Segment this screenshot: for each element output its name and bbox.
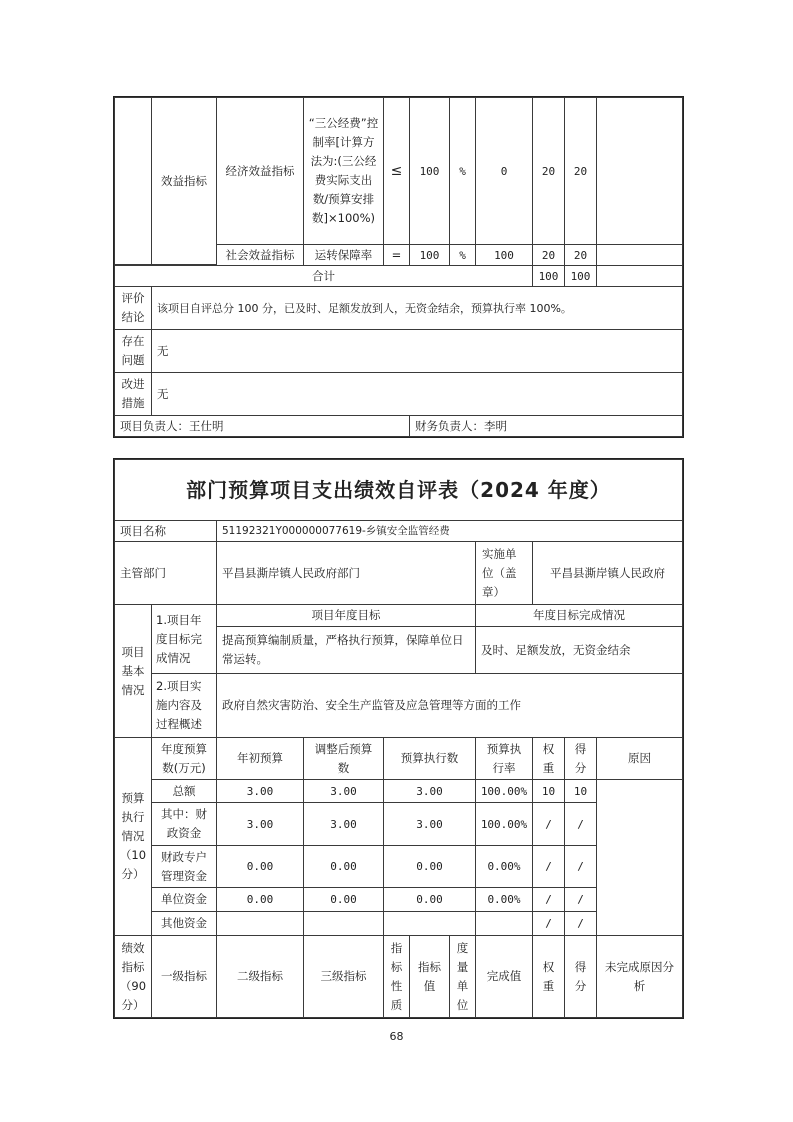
content-text: 政府自然灾害防治、安全生产监管及应急管理等方面的工作 [216,673,683,738]
budget-initial: 0.00 [216,845,304,888]
budget-initial: 3.00 [216,802,304,846]
goal-done-header: 年度目标完成情况 [475,604,683,627]
budget-header-item: 年度预算数(万元) [151,737,217,780]
budget-score: 10 [564,779,597,803]
improve-label: 改进措施 [114,372,152,416]
finance-lead: 财务负责人：李明 [409,415,683,437]
page-number: 68 [389,1030,404,1043]
indicator-score: 20 [564,97,597,245]
budget-rate: 0.00% [475,845,533,888]
budget-adjusted: 3.00 [303,779,384,803]
indicator-nature: = [383,244,410,266]
perf-section-label: 绩效指标（90分） [114,935,152,1018]
budget-weight: 10 [532,779,565,803]
budget-executed [383,911,476,936]
dept-value: 平昌县澌岸镇人民政府部门 [216,541,476,605]
impl-unit-value: 平昌县澌岸镇人民政府 [532,541,683,605]
indicator-target: 100 [409,244,450,266]
budget-item: 其他资金 [151,911,217,936]
budget-initial: 3.00 [216,779,304,803]
budget-header-score: 得分 [564,737,597,780]
goal-header: 项目年度目标 [216,604,476,627]
budget-rate: 100.00% [475,779,533,803]
budget-adjusted [303,911,384,936]
budget-adjusted: 0.00 [303,887,384,912]
indicator-unit: % [449,97,476,245]
budget-score: / [564,845,597,888]
budget-weight: / [532,887,565,912]
perf-header-score: 得分 [564,935,597,1018]
budget-rate: 100.00% [475,802,533,846]
perf-header-unit: 度量单位 [449,935,476,1018]
indicator-actual: 0 [475,97,533,245]
perf-header-value: 指标值 [409,935,450,1018]
budget-item: 财政专户管理资金 [151,845,217,888]
budget-item: 总额 [151,779,217,803]
budget-header-adjusted: 调整后预算数 [303,737,384,780]
budget-score: / [564,802,597,846]
tertiary-indicator: “三公经费”控制率[计算方法为:(三公经费实际支出数/预算安排数]×100%) [303,97,384,245]
budget-adjusted: 0.00 [303,845,384,888]
budget-weight: / [532,845,565,888]
budget-header-reason: 原因 [596,737,683,780]
impl-unit-label: 实施单位（盖章） [475,541,533,605]
budget-header-executed: 预算执行数 [383,737,476,780]
budget-initial [216,911,304,936]
budget-item: 单位资金 [151,887,217,912]
form-title: 部门预算项目支出绩效自评表（2024 年度） [114,459,683,521]
budget-initial: 0.00 [216,887,304,912]
goal-text: 提高预算编制质量，严格执行预算，保障单位日常运转。 [216,626,476,674]
tertiary-indicator: 运转保障率 [303,244,384,266]
benefit-label: 效益指标 [151,97,217,265]
budget-executed: 3.00 [383,802,476,846]
level1-empty-cell [114,97,152,265]
total-label: 合计 [114,265,533,287]
total-reason-empty [596,265,683,287]
budget-adjusted: 3.00 [303,802,384,846]
total-weight: 100 [532,265,565,287]
goal-done-text: 及时、足额发放，无资金结余 [475,626,683,674]
budget-score: / [564,887,597,912]
perf-header-level1: 一级指标 [151,935,217,1018]
budget-header-weight: 权重 [532,737,565,780]
perf-header-actual: 完成值 [475,935,533,1018]
project-name-value: 51192321Y000000077619-乡镇安全监管经费 [216,520,683,542]
perf-header-reason: 未完成原因分析 [596,935,683,1018]
basic-info-label: 项目基本情况 [114,604,152,738]
budget-section-label: 预算执行情况（10分） [114,737,152,936]
indicator-reason [596,244,683,266]
project-lead: 项目负责人：王仕明 [114,415,410,437]
total-score: 100 [564,265,597,287]
dept-label: 主管部门 [114,541,217,605]
conclusion-label: 评价结论 [114,286,152,330]
secondary-indicator: 社会效益指标 [216,244,304,266]
indicator-weight: 20 [532,97,565,245]
indicator-reason [596,97,683,245]
budget-executed: 3.00 [383,779,476,803]
indicator-target: 100 [409,97,450,245]
indicator-actual: 100 [475,244,533,266]
budget-weight: / [532,911,565,936]
perf-header-level3: 三级指标 [303,935,384,1018]
secondary-indicator: 经济效益指标 [216,97,304,245]
perf-header-level2: 二级指标 [216,935,304,1018]
budget-header-initial: 年初预算 [216,737,304,780]
issues-text: 无 [151,329,683,373]
budget-header-rate: 预算执行率 [475,737,533,780]
perf-header-nature: 指标性质 [383,935,410,1018]
indicator-unit: % [449,244,476,266]
budget-item: 其中：财政资金 [151,802,217,846]
perf-header-weight: 权重 [532,935,565,1018]
indicator-weight: 20 [532,244,565,266]
goal-label: 1.项目年度目标完成情况 [151,604,217,674]
conclusion-text: 该项目自评总分 100 分，已及时、足额发放到人，无资金结余，预算执行率 100%。 [151,286,683,330]
budget-rate [475,911,533,936]
indicator-score: 20 [564,244,597,266]
budget-score: / [564,911,597,936]
issues-label: 存在问题 [114,329,152,373]
budget-reason-cell [596,779,683,936]
improve-text: 无 [151,372,683,416]
indicator-nature: ≤ [383,97,410,245]
content-label: 2.项目实施内容及过程概述 [151,673,217,738]
project-name-label: 项目名称 [114,520,217,542]
budget-executed: 0.00 [383,887,476,912]
budget-executed: 0.00 [383,845,476,888]
budget-rate: 0.00% [475,887,533,912]
budget-weight: / [532,802,565,846]
